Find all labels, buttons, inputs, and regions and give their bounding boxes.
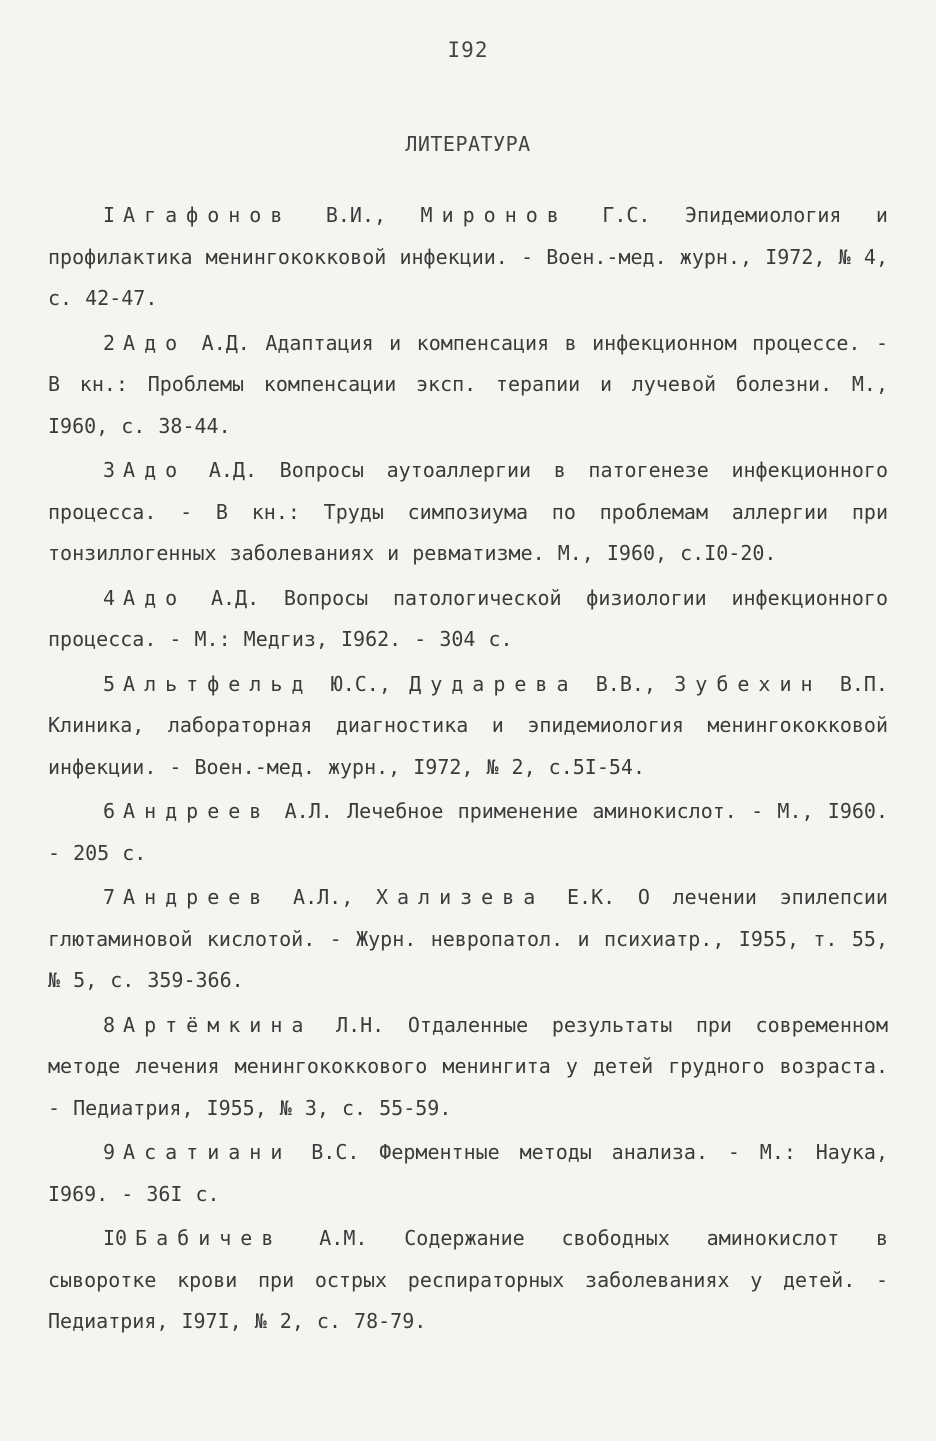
reference-number: I0 <box>103 1226 128 1250</box>
reference-number: 4 <box>103 585 116 610</box>
reference-item <box>48 323 888 448</box>
author-initials: В.И., <box>325 203 387 227</box>
author-surname: Артёмкина <box>123 1012 313 1037</box>
author-initials: А.Д. <box>201 330 250 355</box>
author-initials: Е.К. <box>567 885 616 909</box>
author-initials: А.М. <box>319 1226 368 1250</box>
author-initials: В.П. <box>839 671 888 696</box>
author-surname: Зубехин <box>674 671 822 696</box>
author-surname: Адо <box>123 585 187 610</box>
author-surname: Миронов <box>420 203 568 227</box>
author-surname: Адо <box>123 458 187 482</box>
reference-number: 5 <box>103 671 116 696</box>
reference-text: Адаптация и компенсация в инфекционном процессе. - В кн.: Проблемы компенсации эксп. терапии и лучевой болезни. М., I960, с. 38-44. <box>48 330 888 438</box>
reference-item <box>48 578 888 661</box>
reference-text: Отдаленные результаты при современном методе лечения менингококкового менингита у детей грудного возраста. - Педиатрия, I955, № 3, с. 55-59. <box>48 1012 888 1120</box>
reference-item <box>48 195 888 320</box>
reference-item <box>48 1132 888 1215</box>
reference-text: Содержание свободных аминокислот в сыворотке крови при острых респираторных заболеваниях у детей. - Педиатрия, I97I, № 2, с. 78-79. <box>48 1226 889 1333</box>
reference-number: I <box>103 203 116 227</box>
reference-text: О лечении эпилепсии глютаминовой кислотой. - Журн. невропатол. и психиатр., I955, т. 55, № 5, с. 359-366. <box>48 885 888 992</box>
reference-number: 3 <box>103 458 116 482</box>
reference-number: 6 <box>103 799 116 823</box>
author-initials: Г.С. <box>602 203 651 227</box>
author-initials: Ю.С., <box>330 671 391 696</box>
author-initials: В.В., <box>595 671 656 696</box>
author-surname: Дударева <box>409 671 578 696</box>
author-surname: Андреев <box>123 799 271 823</box>
author-surname: Асатиани <box>123 1140 292 1164</box>
reference-number: 2 <box>103 330 116 355</box>
reference-item <box>48 664 888 789</box>
reference-item <box>48 450 888 575</box>
author-surname: Адо <box>123 330 187 355</box>
author-surname: Андреев <box>123 885 271 909</box>
page-number: I92 <box>447 38 489 62</box>
reference-number: 8 <box>103 1012 116 1037</box>
author-initials: В.С. <box>311 1140 360 1164</box>
reference-text: Эпидемиология и профилактика менингококковой инфекции. - Воен.-мед. журн., I972, № 4, с. 42-47. <box>48 203 888 310</box>
reference-text: Клиника, лабораторная диагностика и эпидемиология менингококковой инфекции. - Воен.-мед. журн., I972, № 2, с.5I-54. <box>48 713 888 779</box>
section-heading: ЛИТЕРАТУРА <box>405 132 531 156</box>
reference-text: Ферментные методы анализа. - М.: Наука, I969. - 36I с. <box>48 1140 889 1206</box>
author-surname: Агафонов <box>123 203 292 227</box>
author-initials: А.Л. <box>284 799 333 823</box>
author-surname: Альтфельд <box>123 671 313 696</box>
reference-text: Вопросы патологической физиологии инфекционного процесса. - М.: Медгиз, I962. - 304 с. <box>48 585 889 651</box>
author-initials: Л.Н. <box>336 1012 385 1037</box>
author-surname: Бабичев <box>135 1226 283 1250</box>
author-initials: А.Л., <box>293 885 354 909</box>
reference-item <box>48 1005 888 1130</box>
author-initials: А.Д. <box>210 585 260 610</box>
reference-item <box>48 1218 888 1343</box>
author-initials: А.Д. <box>208 458 257 482</box>
reference-item <box>48 791 888 874</box>
reference-text: Лечебное применение аминокислот. - М., I960. - 205 с. <box>48 799 889 865</box>
reference-text: Вопросы аутоаллергии в патогенезе инфекционного процесса. - В кн.: Труды симпозиума по проблемам аллергии при тонзиллогенных заболеваниях и ревматизме. М., I960, с.I0-20. <box>48 458 889 565</box>
reference-item <box>48 877 888 1002</box>
reference-number: 7 <box>103 885 116 909</box>
reference-list <box>48 195 888 1346</box>
reference-number: 9 <box>103 1140 116 1164</box>
author-surname: Хализева <box>375 885 545 909</box>
